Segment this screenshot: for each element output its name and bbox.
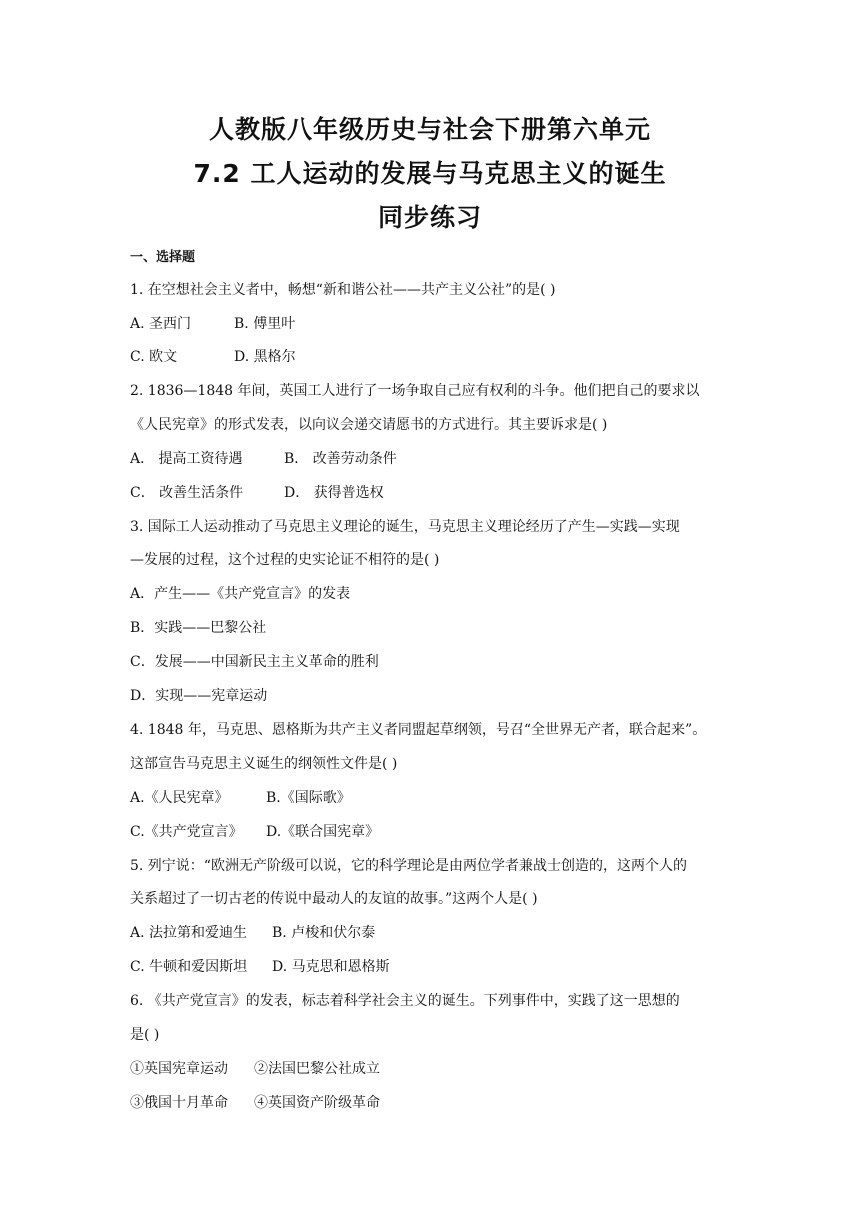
question-6-options-row-1 bbox=[130, 1059, 380, 1079]
document-title-line-3: 同步练习 bbox=[377, 203, 482, 232]
question-3-option-a: A．产生——《共产党宣言》的发表 bbox=[130, 586, 351, 602]
option-d: D. 马克思和恩格斯 bbox=[272, 959, 390, 975]
option-d: D． 获得普选权 bbox=[284, 485, 384, 501]
option-a: A.《人民宪章》 bbox=[130, 790, 229, 806]
option-d: D.《联合国宪章》 bbox=[266, 824, 380, 840]
question-1-options-row-1 bbox=[130, 314, 295, 334]
question-3-option-c: C．发展——中国新民主主义革命的胜利 bbox=[130, 654, 379, 670]
section-heading: 一、选择题 bbox=[130, 250, 196, 265]
question-3-option-b: B．实践——巴黎公社 bbox=[130, 620, 267, 636]
option-c: C. 牛顿和爱因斯坦 bbox=[130, 959, 248, 975]
question-4-options-row-1 bbox=[130, 788, 351, 808]
document-title-line-1: 人教版八年级历史与社会下册第六单元 bbox=[208, 115, 651, 144]
question-2-options-row-1 bbox=[130, 449, 397, 469]
question-2-options-row-2 bbox=[130, 483, 384, 503]
option-3: ③俄国十月革命 bbox=[130, 1095, 228, 1111]
option-1: ①英国宪章运动 bbox=[130, 1061, 228, 1077]
option-a: A． 提高工资待遇 bbox=[130, 451, 243, 467]
question-2-text-line-1: 2. 1836—1848 年间，英国工人进行了一场争取自己应有权利的斗争。他们把自己的要求以 bbox=[130, 383, 700, 399]
question-5-options-row-1 bbox=[130, 923, 375, 943]
option-4: ④英国资产阶级革命 bbox=[254, 1095, 380, 1111]
question-3-text-line-1: 3. 国际工人运动推动了马克思主义理论的诞生，马克思主义理论经历了产生—实践—实现 bbox=[130, 519, 680, 535]
question-3-text-line-2: —发展的过程，这个过程的史实论证不相符的是( ) bbox=[130, 552, 440, 568]
document-title-line-2: 7.2 工人运动的发展与马克思主义的诞生 bbox=[193, 159, 667, 188]
option-b: B. 卢梭和伏尔泰 bbox=[272, 925, 376, 941]
option-2: ②法国巴黎公社成立 bbox=[254, 1061, 380, 1077]
option-b: B. 傅里叶 bbox=[234, 316, 296, 332]
question-5-text-line-2: 关系超过了一切古老的传说中最动人的友谊的故事。”这两个人是( ) bbox=[130, 891, 538, 907]
option-b: B.《国际歌》 bbox=[266, 790, 351, 806]
question-1-options-row-2 bbox=[130, 347, 296, 367]
option-c: C． 改善生活条件 bbox=[130, 485, 244, 501]
option-c: C.《共产党宣言》 bbox=[130, 824, 243, 840]
question-6-options-row-2 bbox=[130, 1093, 380, 1113]
question-4-options-row-2 bbox=[130, 822, 379, 842]
question-1-text: 1. 在空想社会主义者中，畅想“新和谐公社——共产主义公社”的是( ) bbox=[130, 282, 556, 298]
question-5-options-row-2 bbox=[130, 957, 390, 977]
option-c: C. 欧文 bbox=[130, 349, 178, 365]
question-2-text-line-2: 《人民宪章》的形式发表，以向议会递交请愿书的方式进行。其主要诉求是( ) bbox=[130, 417, 608, 433]
option-a: A. 法拉第和爱迪生 bbox=[130, 925, 248, 941]
question-6-text-line-2: 是( ) bbox=[130, 1027, 160, 1043]
option-d: D. 黑格尔 bbox=[234, 349, 296, 365]
question-3-option-d: D．实现——宪章运动 bbox=[130, 688, 268, 704]
question-4-text-line-2: 这部宣告马克思主义诞生的纲领性文件是( ) bbox=[130, 756, 398, 772]
question-4-text-line-1: 4. 1848 年，马克思、恩格斯为共产主义者同盟起草纲领，号召“全世界无产者，联合起来”。 bbox=[130, 722, 707, 738]
option-a: A. 圣西门 bbox=[130, 316, 192, 332]
question-5-text-line-1: 5. 列宁说：“欧洲无产阶级可以说，它的科学理论是由两位学者兼战士创造的，这两个人的 bbox=[130, 858, 687, 874]
question-6-text-line-1: 6. 《共产党宣言》的发表，标志着科学社会主义的诞生。下列事件中，实践了这一思想的 bbox=[130, 993, 680, 1009]
option-b: B． 改善劳动条件 bbox=[284, 451, 397, 467]
